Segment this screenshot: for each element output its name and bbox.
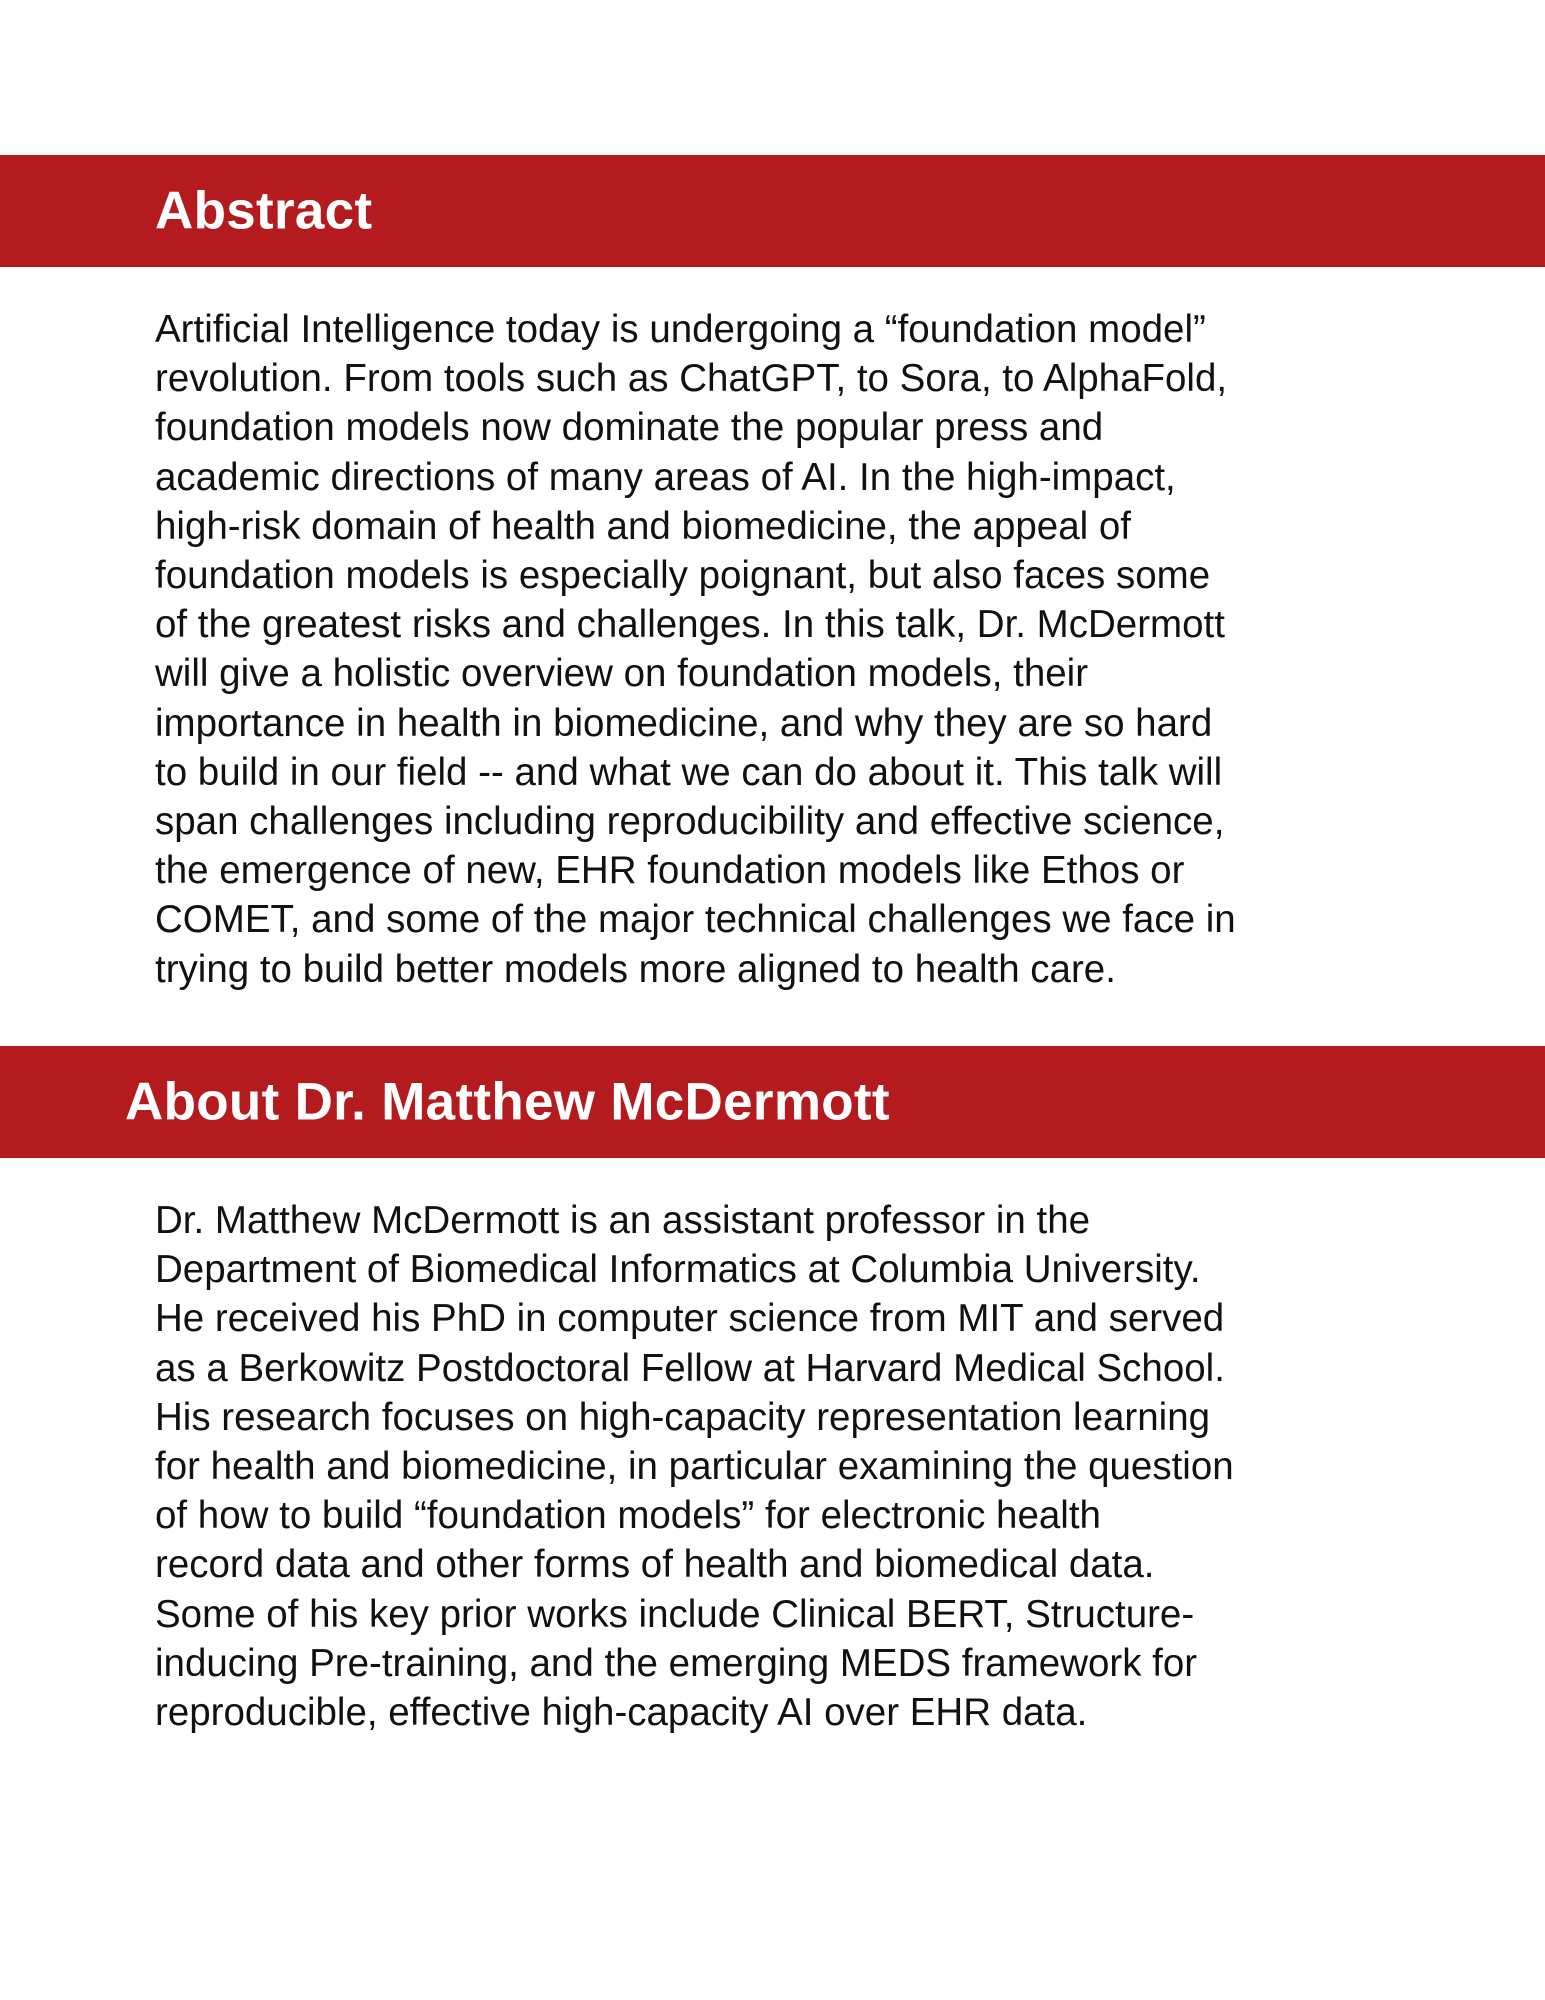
about-line: of how to build “foundation models” for electronic health: [155, 1494, 1101, 1538]
abstract-line: academic directions of many areas of AI. In the high-impact,: [155, 455, 1176, 499]
about-line: reproducible, effective high-capacity AI over EHR data.: [155, 1691, 1088, 1735]
about-line: He received his PhD in computer science from MIT and served: [155, 1297, 1225, 1341]
abstract-line: span challenges including reproducibility and effective science,: [155, 800, 1225, 844]
about-line: Some of his key prior works include Clinical BERT, Structure-: [155, 1592, 1195, 1636]
about-line: as a Berkowitz Postdoctoral Fellow at Harvard Medical School.: [155, 1346, 1225, 1390]
about-line: for health and biomedicine, in particular examining the question: [155, 1445, 1234, 1489]
about-line: Dr. Matthew McDermott is an assistant professor in the: [155, 1199, 1091, 1242]
abstract-line: of the greatest risks and challenges. In this talk, Dr. McDermott: [155, 603, 1225, 647]
about-line: record data and other forms of health and biomedical data.: [155, 1543, 1155, 1587]
abstract-heading: Abstract: [155, 181, 373, 241]
abstract-line: foundation models now dominate the popular press and: [155, 406, 1104, 450]
abstract-line: high-risk domain of health and biomedicine, the appeal of: [155, 504, 1131, 548]
abstract-line: to build in our field -- and what we can do about it. This talk will: [155, 750, 1223, 794]
abstract-line: foundation models is especially poignant, but also faces some: [155, 554, 1211, 598]
about-paragraph: [155, 1196, 1405, 1737]
abstract-line: will give a holistic overview on foundation models, their: [155, 652, 1089, 696]
abstract-line: COMET, and some of the major technical challenges we face in: [155, 898, 1236, 942]
abstract-line: Artificial Intelligence today is undergoing a “foundation model”: [155, 308, 1206, 351]
about-line: His research focuses on high-capacity representation learning: [155, 1395, 1211, 1439]
about-header-band: [0, 1046, 1545, 1158]
abstract-paragraph: [155, 305, 1405, 994]
abstract-line: revolution. From tools such as ChatGPT, to Sora, to AlphaFold,: [155, 357, 1228, 401]
about-line: inducing Pre-training, and the emerging MEDS framework for: [155, 1641, 1198, 1685]
abstract-line: trying to build better models more aligned to health care.: [155, 947, 1116, 991]
abstract-header-band: [0, 155, 1545, 267]
abstract-line: the emergence of new, EHR foundation models like Ethos or: [155, 849, 1185, 893]
abstract-line: importance in health in biomedicine, and why they are so hard: [155, 701, 1213, 745]
about-heading: About Dr. Matthew McDermott: [125, 1072, 890, 1132]
about-line: Department of Biomedical Informatics at Columbia University.: [155, 1248, 1201, 1292]
